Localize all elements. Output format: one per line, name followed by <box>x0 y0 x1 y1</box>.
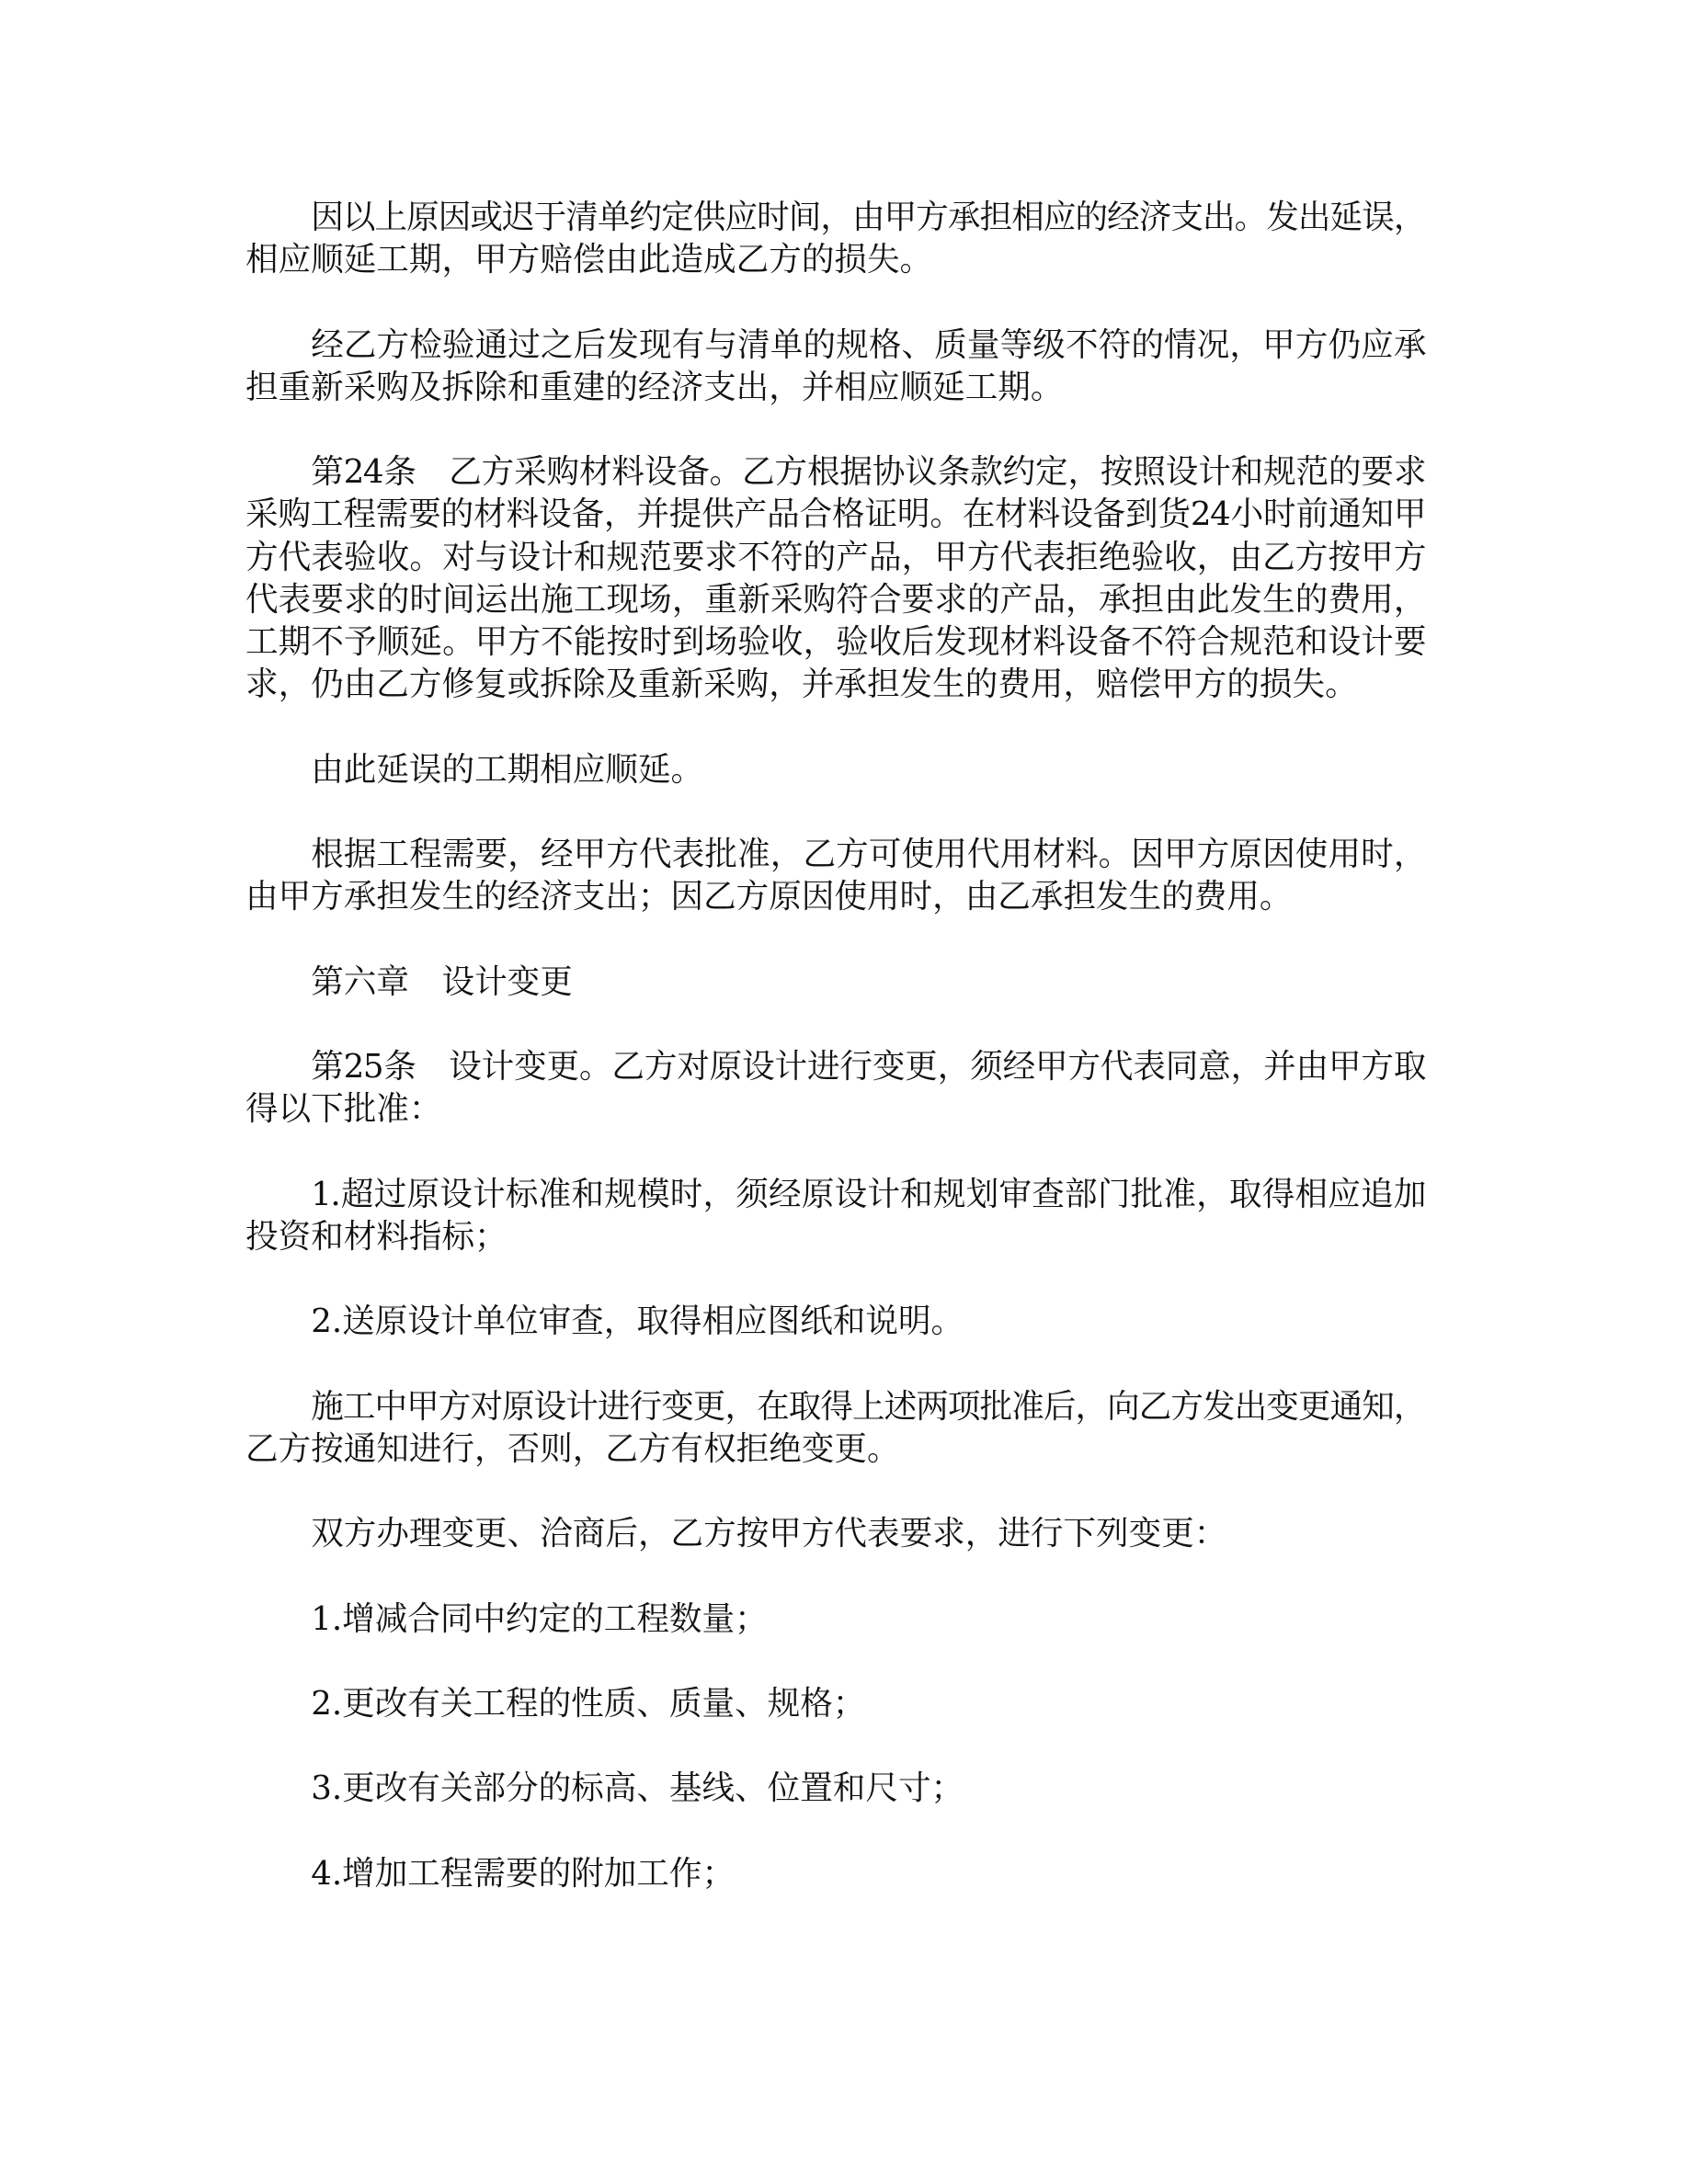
text-line: 相应顺延工期，甲方赔偿由此造成乙方的损失。 <box>245 241 933 279</box>
text-line: 采购工程需要的材料设备，并提供产品合格证明。在材料设备到货24小时前通知甲 <box>245 495 1425 534</box>
text-line: 由此延误的工期相应顺延。 <box>311 750 704 789</box>
list-item-change-1 <box>245 1598 1425 1641</box>
text-line: 第六章 设计变更 <box>311 962 573 1001</box>
text-line: 担重新采购及拆除和重建的经济支出，并相应顺延工期。 <box>245 368 1064 406</box>
text-line: 第24条 乙方采购材料设备。乙方根据协议条款约定，按照设计和规范的要求 <box>311 453 1425 492</box>
text-line: 1.超过原设计标准和规模时，须经原设计和规划审查部门批准，取得相应追加 <box>311 1175 1425 1213</box>
chapter-6-heading <box>245 961 1425 1004</box>
list-item-change-3 <box>245 1768 1425 1810</box>
paragraph-inspection-mismatch <box>245 324 1425 409</box>
list-item-approval-2 <box>245 1301 1425 1343</box>
text-line: 根据工程需要，经甲方代表批准，乙方可使用代用材料。因甲方原因使用时， <box>311 835 1425 873</box>
clause-24-paragraph <box>245 451 1425 706</box>
text-line: 3.更改有关部分的标高、基线、位置和尺寸； <box>311 1769 964 1808</box>
paragraph-delay-extension <box>245 749 1425 791</box>
list-item-change-2 <box>245 1683 1425 1725</box>
clause-25-paragraph <box>245 1046 1425 1131</box>
text-line: 得以下批准： <box>245 1090 442 1129</box>
text-line: 1.增减合同中约定的工程数量； <box>311 1599 768 1638</box>
list-item-approval-1 <box>245 1174 1425 1258</box>
text-line: 因以上原因或迟于清单约定供应时间，由甲方承担相应的经济支出。发出延误， <box>311 199 1425 236</box>
document-body <box>245 197 1425 1938</box>
paragraph-change-notice <box>245 1386 1425 1471</box>
paragraph-delay-compensation <box>245 197 1425 281</box>
paragraph-substitute-materials <box>245 834 1425 918</box>
text-line: 经乙方检验通过之后发现有与清单的规格、质量等级不符的情况，甲方仍应承 <box>311 325 1425 364</box>
text-line: 投资和材料指标； <box>245 1217 508 1256</box>
text-line: 乙方按通知进行，否则，乙方有权拒绝变更。 <box>245 1429 900 1468</box>
text-line: 双方办理变更、洽商后，乙方按甲方代表要求，进行下列变更： <box>311 1515 1227 1553</box>
text-line: 2.更改有关工程的性质、质量、规格； <box>311 1684 866 1723</box>
text-line: 工期不予顺延。甲方不能按时到场验收，验收后发现材料设备不符合规范和设计要 <box>245 623 1425 661</box>
text-line: 由甲方承担发生的经济支出；因乙方原因使用时，由乙承担发生的费用。 <box>245 878 1293 916</box>
list-item-change-4 <box>245 1853 1425 1895</box>
text-line: 施工中甲方对原设计进行变更，在取得上述两项批准后，向乙方发出变更通知， <box>311 1387 1425 1426</box>
paragraph-change-list-intro <box>245 1513 1425 1555</box>
text-line: 方代表验收。对与设计和规范要求不符的产品，甲方代表拒绝验收，由乙方按甲方 <box>245 538 1425 576</box>
text-line: 4.增加工程需要的附加工作； <box>311 1854 736 1893</box>
text-line: 代表要求的时间运出施工现场，重新采购符合要求的产品，承担由此发生的费用， <box>245 580 1425 619</box>
text-line: 求，仍由乙方修复或拆除及重新采购，并承担发生的费用，赔偿甲方的损失。 <box>245 665 1358 704</box>
text-line: 第25条 设计变更。乙方对原设计进行变更，须经甲方代表同意，并由甲方取 <box>311 1047 1425 1086</box>
text-line: 2.送原设计单位审查，取得相应图纸和说明。 <box>311 1302 964 1341</box>
